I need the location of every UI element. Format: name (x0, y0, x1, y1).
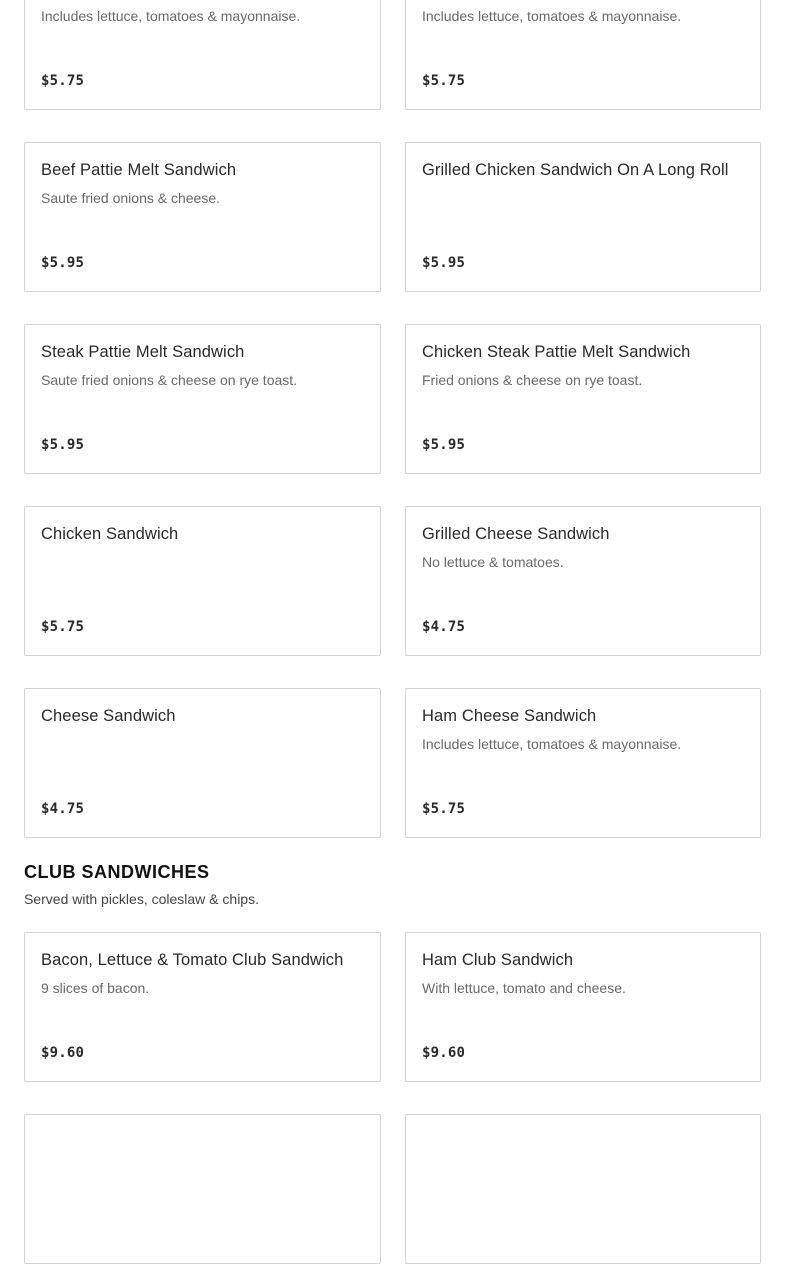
menu-item-name: Beef Pattie Melt Sandwich (41, 161, 237, 179)
menu-item-price: $5.75 (422, 801, 466, 817)
menu-item-price: $5.95 (41, 255, 85, 271)
menu-item-name: Grilled Chicken Sandwich On A Long Roll (422, 161, 729, 179)
menu-item-card[interactable] (405, 0, 761, 110)
menu-item-description: Includes lettuce, tomatoes & mayonnaise. (422, 8, 682, 24)
menu-item-name: Grilled Cheese Sandwich (422, 525, 610, 543)
menu-item-price: $9.60 (41, 1045, 85, 1061)
menu-item-name: Cheese Sandwich (41, 707, 176, 725)
menu-item-card[interactable] (24, 932, 381, 1082)
club-sandwiches-grid (24, 932, 761, 1264)
menu-item-price: $4.75 (422, 619, 466, 635)
section-subtitle: Served with pickles, coleslaw & chips. (24, 891, 259, 907)
menu-item-description: With lettuce, tomato and cheese. (422, 980, 626, 996)
menu-item-card[interactable] (405, 1114, 761, 1264)
menu-item-price: $5.75 (422, 73, 466, 89)
menu-item-name: Ham Club Sandwich (422, 951, 574, 969)
menu-item-price: $5.75 (41, 73, 85, 89)
menu-item-price: $5.95 (422, 255, 466, 271)
menu-item-price: $5.95 (41, 437, 85, 453)
menu-item-price: $5.95 (422, 437, 466, 453)
menu-item-price: $9.60 (422, 1045, 466, 1061)
menu-item-description: Includes lettuce, tomatoes & mayonnaise. (422, 736, 682, 752)
menu-item-description: 9 slices of bacon. (41, 980, 150, 996)
menu-item-price: $4.75 (41, 801, 85, 817)
menu-item-card[interactable] (405, 142, 761, 292)
menu-item-name: Chicken Steak Pattie Melt Sandwich (422, 343, 691, 361)
menu-item-card[interactable] (405, 688, 761, 838)
menu-item-card[interactable] (24, 1114, 381, 1264)
menu-item-card[interactable] (405, 932, 761, 1082)
menu-item-description: No lettuce & tomatoes. (422, 554, 564, 570)
menu-item-price: $5.75 (41, 619, 85, 635)
menu-item-description: Includes lettuce, tomatoes & mayonnaise. (41, 8, 301, 24)
menu-item-name: Ham Cheese Sandwich (422, 707, 597, 725)
menu-item-name: Steak Pattie Melt Sandwich (41, 343, 245, 361)
menu-item-description: Saute fried onions & cheese. (41, 190, 221, 206)
menu-item-name: Bacon, Lettuce & Tomato Club Sandwich (41, 951, 344, 969)
menu-item-name: Chicken Sandwich (41, 525, 179, 543)
menu-item-description: Fried onions & cheese on rye toast. (422, 372, 643, 388)
menu-item-card[interactable] (24, 0, 381, 110)
sandwiches-grid (24, 0, 761, 838)
menu-item-card[interactable] (24, 142, 381, 292)
menu-item-card[interactable] (405, 506, 761, 656)
menu-item-card[interactable] (405, 324, 761, 474)
menu-item-card[interactable] (24, 506, 381, 656)
menu-item-card[interactable] (24, 688, 381, 838)
menu-item-card[interactable] (24, 324, 381, 474)
section-title: CLUB SANDWICHES (24, 862, 210, 882)
menu-item-description: Saute fried onions & cheese on rye toast. (41, 372, 298, 388)
club-sandwiches-header (24, 862, 785, 932)
